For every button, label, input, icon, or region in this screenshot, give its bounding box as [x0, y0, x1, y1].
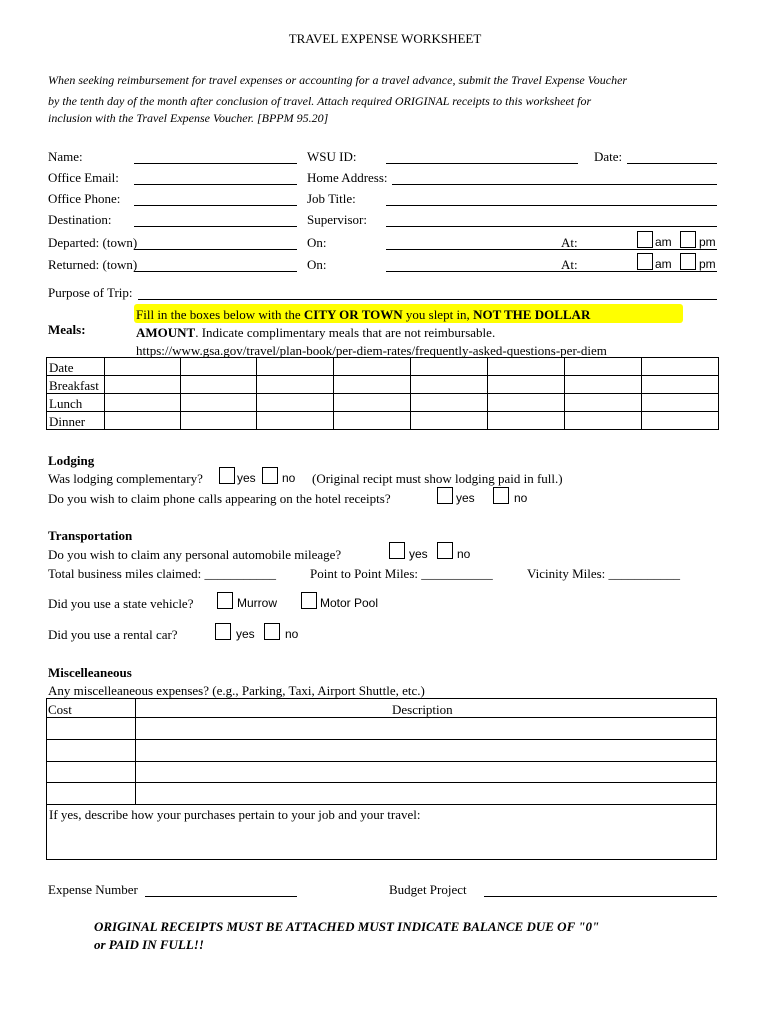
home-address-label: Home Address:: [307, 170, 388, 185]
meals-row-lunch: [47, 394, 719, 412]
misc-description-cell-1[interactable]: [135, 717, 715, 738]
meals-row-label: Dinner: [47, 412, 105, 430]
meals-row-label: Breakfast: [47, 376, 105, 394]
departed-pm-checkbox[interactable]: [680, 231, 696, 248]
murrow-checkbox[interactable]: [217, 592, 233, 609]
lodging-phone-yes-label: yes: [456, 491, 475, 505]
lodging-comp-no-label: no: [282, 471, 296, 485]
lodging-phone-question: Do you wish to claim phone calls appearing on the hotel receipts?: [48, 491, 391, 506]
meals-row-date: [47, 358, 719, 376]
destination-label: Destination:: [48, 212, 112, 227]
misc-description-header: Description: [392, 702, 453, 717]
departed-pm-label: pm: [699, 235, 716, 249]
departed-am-checkbox[interactable]: [637, 231, 653, 248]
misc-describe-field[interactable]: [47, 824, 715, 858]
departed-on-label: On:: [307, 235, 327, 250]
lodging-comp-no-checkbox[interactable]: [262, 467, 278, 484]
purpose-field[interactable]: [138, 299, 717, 300]
job-title-label: Job Title:: [307, 191, 356, 206]
misc-cost-cell-3[interactable]: [47, 761, 134, 781]
job-title-field[interactable]: [386, 205, 717, 206]
transportation-heading: Transportation: [48, 528, 133, 543]
returned-on-label: On:: [307, 257, 327, 272]
misc-description-cell-3[interactable]: [135, 761, 715, 781]
returned-pm-checkbox[interactable]: [680, 253, 696, 270]
point-to-point-miles-field[interactable]: Point to Point Miles: ___________: [310, 566, 493, 581]
supervisor-field[interactable]: [386, 226, 717, 227]
lodging-receipt-note: (Original recipt must show lodging paid in full.): [312, 471, 563, 486]
departed-at-label: At:: [561, 235, 578, 250]
vicinity-miles-field[interactable]: Vicinity Miles: ___________: [527, 566, 681, 581]
meals-note-line-1: Fill in the boxes below with the CITY OR TOWN you slept in, NOT THE DOLLAR: [136, 307, 591, 322]
office-phone-field[interactable]: [134, 205, 297, 206]
lodging-complementary-question: Was lodging complementary?: [48, 471, 203, 486]
rental-no-label: no: [285, 627, 299, 641]
misc-cost-cell-1[interactable]: [47, 717, 134, 738]
budget-project-field[interactable]: [484, 896, 717, 897]
misc-cost-cell-4[interactable]: [47, 782, 134, 803]
returned-am-label: am: [655, 257, 672, 271]
name-field[interactable]: [134, 163, 297, 164]
budget-project-label: Budget Project: [389, 882, 467, 897]
returned-pm-label: pm: [699, 257, 716, 271]
returned-am-checkbox[interactable]: [637, 253, 653, 270]
date-label: Date:: [594, 149, 623, 164]
misc-description-cell-2[interactable]: [135, 739, 715, 760]
per-diem-link[interactable]: https://www.gsa.gov/travel/plan-book/per-diem-rates/frequently-asked-questions-per-diem: [136, 343, 607, 358]
motor-pool-checkbox[interactable]: [301, 592, 317, 609]
rental-yes-label: yes: [236, 627, 255, 641]
date-field[interactable]: [627, 163, 717, 164]
mileage-yes-checkbox[interactable]: [389, 542, 405, 559]
rental-yes-checkbox[interactable]: [215, 623, 231, 640]
mileage-no-checkbox[interactable]: [437, 542, 453, 559]
returned-field[interactable]: [134, 271, 297, 272]
departed-label: Departed: (town): [48, 235, 138, 250]
misc-cost-cell-2[interactable]: [47, 739, 134, 760]
home-address-field[interactable]: [392, 184, 717, 185]
meals-row-dinner: [47, 412, 719, 430]
receipts-warning-line-2: or PAID IN FULL!!: [94, 937, 204, 952]
misc-question: Any miscelleaneous expenses? (e.g., Parking, Taxi, Airport Shuttle, etc.): [48, 683, 425, 698]
expense-number-label: Expense Number: [48, 882, 138, 897]
total-miles-field[interactable]: Total business miles claimed: ___________: [48, 566, 277, 581]
meals-label: Meals:: [48, 322, 86, 337]
wsu-id-label: WSU ID:: [307, 149, 357, 164]
lodging-phone-yes-checkbox[interactable]: [437, 487, 453, 504]
purpose-label: Purpose of Trip:: [48, 285, 133, 300]
mileage-question: Do you wish to claim any personal automobile mileage?: [48, 547, 342, 562]
misc-cost-header: Cost: [48, 702, 72, 717]
misc-description-cell-4[interactable]: [135, 782, 715, 803]
misc-heading: Miscelleaneous: [48, 665, 132, 680]
receipts-warning-line-1: ORIGINAL RECEIPTS MUST BE ATTACHED MUST INDICATE BALANCE DUE OF "0": [94, 919, 600, 934]
office-email-label: Office Email:: [48, 170, 119, 185]
name-label: Name:: [48, 149, 83, 164]
murrow-label: Murrow: [237, 596, 278, 610]
motor-pool-label: Motor Pool: [320, 596, 379, 610]
lodging-phone-no-checkbox[interactable]: [493, 487, 509, 504]
rental-no-checkbox[interactable]: [264, 623, 280, 640]
lodging-heading: Lodging: [48, 453, 95, 468]
office-email-field[interactable]: [134, 184, 297, 185]
wsu-id-field[interactable]: [386, 163, 578, 164]
destination-field[interactable]: [134, 226, 297, 227]
lodging-phone-no-label: no: [514, 491, 528, 505]
rental-car-question: Did you use a rental car?: [48, 627, 178, 642]
meals-row-label: Lunch: [47, 394, 105, 412]
lodging-comp-yes-label: yes: [237, 471, 256, 485]
meals-table: [46, 357, 719, 430]
state-vehicle-question: Did you use a state vehicle?: [48, 596, 194, 611]
intro-line-1: When seeking reimbursement for travel expenses or accounting for a travel advance, submit the Travel Expense Voucher: [48, 73, 628, 87]
misc-describe-prompt: If yes, describe how your purchases pertain to your job and your travel:: [49, 807, 421, 822]
page-title: TRAVEL EXPENSE WORKSHEET: [288, 31, 482, 46]
meals-row-breakfast: [47, 376, 719, 394]
mileage-yes-label: yes: [409, 547, 428, 561]
mileage-no-label: no: [457, 547, 471, 561]
returned-at-label: At:: [561, 257, 578, 272]
lodging-comp-yes-checkbox[interactable]: [219, 467, 235, 484]
office-phone-label: Office Phone:: [48, 191, 121, 206]
departed-am-label: am: [655, 235, 672, 249]
meals-row-label: Date: [47, 358, 105, 376]
supervisor-label: Supervisor:: [307, 212, 367, 227]
intro-line-2: by the tenth day of the month after conclusion of travel. Attach required ORIGINAL receipts to this worksheet for: [48, 94, 592, 108]
returned-label: Returned: (town): [48, 257, 138, 272]
meals-note-line-2: AMOUNT. Indicate complimentary meals that are not reimbursable.: [136, 325, 496, 340]
expense-number-field[interactable]: [145, 896, 297, 897]
intro-line-3: inclusion with the Travel Expense Voucher. [BPPM 95.20]: [48, 111, 329, 125]
departed-field[interactable]: [134, 249, 297, 250]
